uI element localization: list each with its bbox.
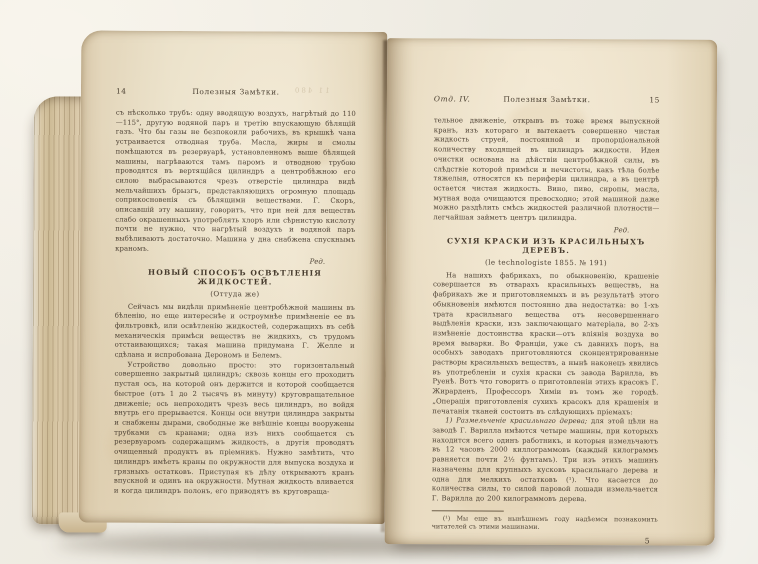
left-page [79,30,388,524]
right-page [385,38,718,546]
numbered-item-lead: 1) Размельченіе красильнаго дерева; [445,416,588,426]
left-running-head [116,87,356,97]
left-running-title: Полезныя Замѣтки. [192,87,280,97]
left-paragraph-3: Устройство довольно просто: это горизонтальный совершенно закрытый цилиндръ; сквозь концы его проходитъ пустая ось, на которой онъ держится и которой сообщается быстрое (отъ 1 до 2 тысячъ въ минуту) круговращательное движеніе; ось непроходитъ чрезъ весь цилиндръ, но войдя внутрь его прерывается. Концы оси внутри цилиндра закрыты и снабжены дырами, свободные же внѣшніе концы вооружены трубками съ кранами; одна изъ нихъ сообщается съ резервуаромъ содержащимъ жидкость, а другія проводятъ очищенный продуктъ въ пріемникъ. Нужно замѣтить, что цилиндръ имѣетъ краны по окружности для выпуска воздуха и грязныхъ остатковъ. Приступая къ дѣлу открываютъ кранъ впускной и одинъ на окружности. Мутная жидкость вливается и когда цилиндръ полонъ, его приводятъ въ круговраща- [113,360,355,496]
right-page-number: 15 [649,95,660,105]
left-section-source: (Оттуда же) [210,288,260,298]
book [29,8,724,550]
right-section-header: Отд. IV. [433,94,471,104]
right-page-text-column [432,94,660,545]
right-paragraph-2: На нашихъ фабрикахъ, по обыкновенію, крашеніе совершается въ отварахъ красильныхъ веществъ, на фабрикахъ же и приготовляемыхъ и въ результатѣ этого обыкновенія имѣются постоянно два недостатка: во 1-хъ трата красильнаго вещества отъ несовершеннаго выдѣленія краски, изъ заключающаго матеріала, во 2-хъ измѣненіе достоинства краски—отъ вліянія воздуха во время выварки. Во Франціи, уже съ давнихъ поръ, на особыхъ заводахъ приготовляются сконцентрированные растворы красильныхъ веществъ, а нынѣ наконецъ явились въ употребленіи и сухія краски съ завода Варилла, въ Руенѣ. Вотъ что говоритъ о приготовленіи этихъ красокъ Г. Жирарденъ, Профессоръ Химіи въ томъ же городѣ. „Операція приготовленія сухихъ красокъ для крашенія и печатанія тканей состоитъ въ слѣдующихъ пріемахъ: [432,271,660,416]
bleed-through-stamp: 11 480 [292,86,330,95]
footnote-rule [432,510,504,511]
footnote: (¹) Мы еще въ нынѣшнемъ году надѣемся познакомить читателей съ этими машинами. [431,513,658,532]
left-paragraph-continuation: съ нѣсколько трубъ: одну вводящую воздухъ, нагрѣтый до 110—115°, другую водяной паръ и третію впускающую бѣлящій газъ. Что бы газы не безпокоили рабочихъ, въ крышкѣ чана устраивается отводная труба. Масла, жиры и смолы помѣщаются въ резервуарѣ, установленномъ выше бѣлящей машины, нагрѣваются тамъ паромъ и отводною трубою проводятся въ вертящійся цилиндръ а центробѣжною его силою выбрасываются чрезъ отверстіе цилиндра видѣ мельчайшихъ брызгъ, представляющихъ огромную площадь соприкосновенія съ бѣлящими веществами. Г. Скоръ, описавшій эту машину, говоритъ, что при ней для веществъ слабо окрашенныхъ употреблять хлоръ или сѣрнистую кислоту почти не нужно, что нагрѣтый воздухъ и водяной паръ выбѣливаютъ достаточно. Машина у дна снабжена спускнымъ краномъ. [115,108,356,253]
right-editor-mark: Ред. [613,225,630,235]
left-section-title: НОВЫЙ СПОСОБЪ ОСВѢТЛЕНІЯ ЖИДКОСТЕЙ. [148,267,323,287]
numbered-item-rest: для этой цѣли на заводѣ Г. Варилла имѣются четыре машины, при которыхъ находится всего одинъ работникъ, и которыя измельчаютъ въ 12 часовъ 2000 киллограммовъ (каждый килограммъ равняется почти 2½ фунтамъ). Три изъ этихъ машинъ назначены для крупныхъ кусковъ красильнаго дерева и одна для мелкихъ остатковъ (¹). Что касается до количества силы, то силой паровой лошади измельчается Г. Варилла до 200 килограммовъ дерева. [431,417,659,504]
sheet-signature: 5 [644,536,650,546]
left-page-number: 14 [115,86,127,96]
right-section-source: (le technologiste 1855. № 191) [485,257,608,267]
right-paragraph-3 [432,417,658,506]
right-section-title: СУХІЯ КРАСКИ ИЗЪ КРАСИЛЬНЫХЪ ДЕРЕВЪ. [447,236,646,255]
right-paragraph-continuation: тельное движеніе, открывъ въ тоже время выпускной кранъ, изъ котораго и вытекаетъ совершенно чистая жидкость струей, постоянной и пропорціональной количеству входящей въ цилиндръ жидкости. Идея очистки основана на дѣйствіи центробѣжной силы, въ слѣдствіе которой примѣси и нечистоты, какъ тѣла болѣе тяжелыя, относятся къ периферіи цилиндра, а въ центрѣ остается чистая жидкость. Вино, пиво, сиропы, масла, мутная вода очищаются превосходно; этой машиной даже можно раздѣлить смѣсь жидкостей различной плотности—легчайшая займетъ центръ цилиндра. [433,116,660,223]
left-editor-mark: Ред. [309,257,326,266]
left-page-text-column [114,87,356,498]
right-running-title: Полезныя Замѣтки. [503,94,591,105]
right-running-head [434,94,660,104]
left-paragraph-2: Сейчасъ мы видѣли примѣненіе центробѣжной машины въ бѣленію, но еще интереснѣе и остроумнѣе примѣненіе ее въ фильтровкѣ, или освѣтленію жидкостей, содержащихъ въ себѣ механическія примѣси веществъ не жидкихъ, съ трудомъ отстаивающихся; такая машина придумана Г. Желле и сдѣлана и испробована Дерономъ и Белемъ. [114,302,355,360]
